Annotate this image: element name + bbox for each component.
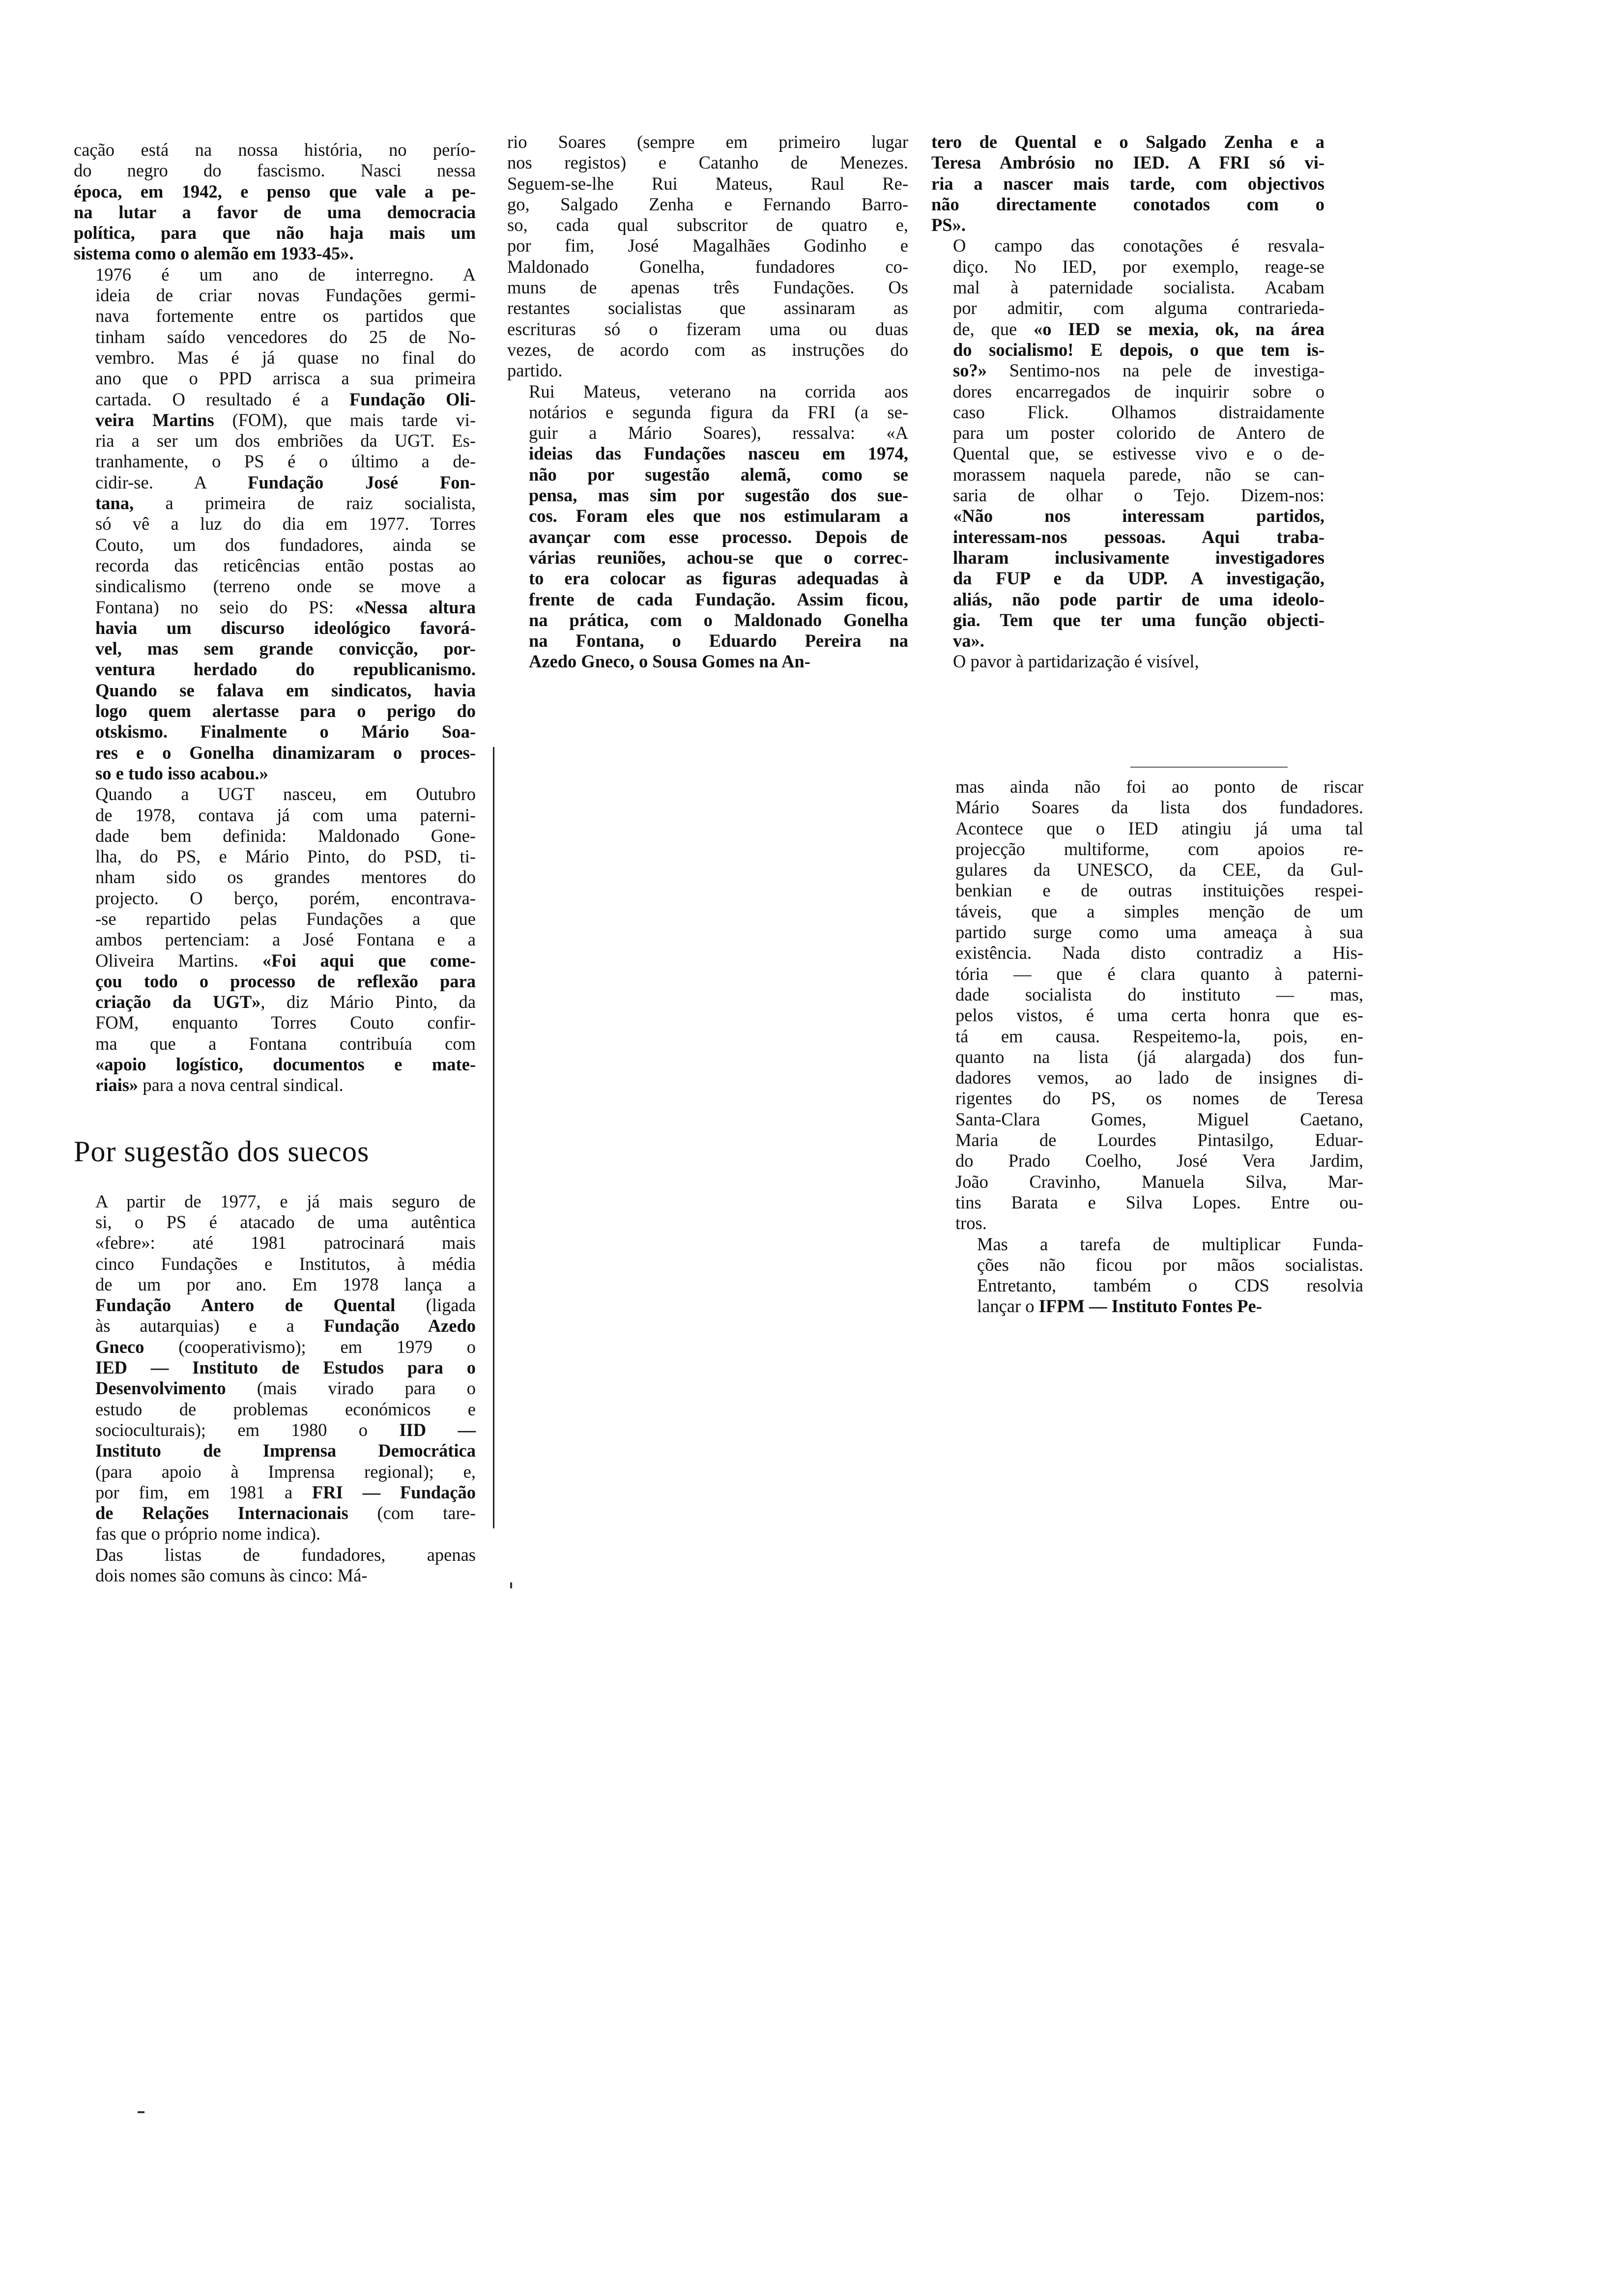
text-line: Gneco (cooperativismo); em 1979 o — [95, 1336, 476, 1357]
text-line: to era colocar as figuras adequadas à — [529, 568, 908, 589]
text-line: tinham saído vencedores do 25 de No- — [95, 326, 476, 347]
text-line: época, em 1942, e penso que vale a pe- — [74, 181, 476, 201]
text-line: recorda das reticências então postas ao — [95, 555, 476, 575]
text-line: do socialismo! E depois, o que tem is- — [953, 339, 1324, 360]
text-line: lançar o IFPM — Instituto Fontes Pe- — [977, 1296, 1262, 1317]
text-line: tins Barata e Silva Lopes. Entre ou- — [955, 1192, 1363, 1212]
text-line: por admitir, com alguma contrarieda- — [953, 298, 1324, 318]
text-line: na prática, com o Maldonado Gonelha — [529, 609, 908, 630]
text-line: PS». — [931, 215, 966, 235]
text-line: socioculturais); em 1980 o IID — — [95, 1419, 476, 1440]
text-line: Fontana) no seio do PS: «Nessa altura — [95, 597, 476, 617]
text-line: «apoio logístico, documentos e mate- — [95, 1054, 476, 1075]
text-line: na Fontana, o Eduardo Pereira na — [529, 631, 908, 651]
paragraph — [507, 381, 908, 672]
text-line: havia um discurso ideológico favorá- — [95, 617, 476, 638]
text-line: de um por ano. Em 1978 lança a — [95, 1274, 476, 1294]
text-line: FOM, enquanto Torres Couto confir- — [95, 1012, 476, 1033]
text-line: táveis, que a simples menção de um — [955, 901, 1363, 921]
text-line: lha, do PS, e Mário Pinto, do PSD, ti- — [95, 846, 476, 867]
text-line: Fundação Antero de Quental (ligada — [95, 1295, 476, 1316]
text-line: da FUP e da UDP. A investigação, — [953, 568, 1324, 589]
text-line: O campo das conotações é resvala- — [953, 235, 1324, 256]
text-line: Instituto de Imprensa Democrática — [95, 1440, 476, 1461]
text-line: dois nomes são comuns às cinco: Má- — [95, 1565, 368, 1585]
text-line: dade bem definida: Maldonado Gone- — [95, 825, 476, 846]
text-line: Desenvolvimento (mais virado para o — [95, 1378, 476, 1399]
text-line: «febre»: até 1981 patrocinará mais — [95, 1233, 476, 1253]
text-line: Seguem-se-lhe Rui Mateus, Raul Re- — [507, 173, 908, 194]
column-divider — [493, 747, 494, 1528]
scan-mark — [138, 2111, 144, 2113]
text-line: restantes socialistas que assinaram as — [507, 298, 908, 318]
text-line: de 1978, contava já com uma paterni- — [95, 804, 476, 825]
text-line: logo quem alertasse para o perigo do — [95, 701, 476, 721]
text-line: cidir-se. A Fundação José Fon- — [95, 472, 476, 492]
text-line: pensa, mas sim por sugestão dos sue- — [529, 485, 908, 506]
text-line: política, para que não haja mais um — [74, 223, 476, 243]
text-line: do Prado Coelho, José Vera Jardim, — [955, 1150, 1363, 1171]
paragraph — [931, 132, 1324, 235]
text-line: tranhamente, o PS é o último a de- — [95, 451, 476, 472]
text-line: Couto, um dos fundadores, ainda se — [95, 534, 476, 555]
text-line: gia. Tem que ter uma função objecti- — [953, 609, 1324, 630]
text-line: de, que «o IED se mexia, ok, na área — [953, 318, 1324, 339]
text-line: çou todo o processo de reflexão para — [95, 971, 476, 991]
paragraph — [507, 132, 908, 381]
text-line: partido surge como uma ameaça à sua — [955, 922, 1363, 943]
text-line: na lutar a favor de uma democracia — [74, 201, 476, 222]
text-line: mal à paternidade socialista. Acabam — [953, 277, 1324, 298]
text-line: vembro. Mas é já quase no final do — [95, 347, 476, 368]
scan-mark — [510, 1582, 512, 1588]
text-line: frente de cada Fundação. Assim ficou, — [529, 589, 908, 609]
text-line: guir a Mário Soares), ressalva: «A — [529, 423, 908, 443]
text-line: tero de Quental e o Salgado Zenha e a — [931, 132, 1324, 152]
text-line: Maldonado Gonelha, fundadores co- — [507, 256, 908, 277]
text-line: so e tudo isso acabou.» — [95, 763, 268, 783]
text-line: morassem naquela parede, não se can- — [953, 464, 1324, 485]
article-column-4 — [955, 776, 1363, 1317]
text-line: ambos pertenciam: a José Fontana e a — [95, 929, 476, 950]
paragraph — [931, 651, 1324, 672]
text-line: ria a ser um dos embriões da UGT. Es- — [95, 430, 476, 451]
text-line: caso Flick. Olhamos distraidamente — [953, 402, 1324, 422]
text-line: tá em causa. Respeitemo-la, pois, en- — [955, 1026, 1363, 1046]
article-column-1 — [74, 140, 476, 1586]
text-line: sistema como o alemão em 1933-45». — [74, 243, 354, 264]
text-line: quanto na lista (já alargada) dos fun- — [955, 1046, 1363, 1067]
text-line: João Cravinho, Manuela Silva, Mar- — [955, 1171, 1363, 1192]
article-column-2 — [507, 132, 908, 672]
text-line: Santa-Clara Gomes, Miguel Caetano, — [955, 1109, 1363, 1129]
text-line: por fim, em 1981 a FRI — Fundação — [95, 1482, 476, 1502]
text-line: vel, mas sem grande convicção, por- — [95, 638, 476, 659]
text-line: O pavor à partidarização é visível, — [953, 651, 1199, 672]
text-line: ria a nascer mais tarde, com objectivos — [931, 173, 1324, 194]
text-line: sindicalismo (terreno onde se move a — [95, 576, 476, 597]
text-line: por fim, José Magalhães Godinho e — [507, 235, 908, 256]
text-line: ideias das Fundações nasceu em 1974, — [529, 443, 908, 464]
text-line: muns de apenas três Fundações. Os — [507, 277, 908, 298]
text-line: tória — que é clara quanto à paterni- — [955, 963, 1363, 984]
text-line: Quando se falava em sindicatos, havia — [95, 680, 476, 700]
text-line: ventura herdado do republicanismo. — [95, 659, 476, 680]
text-line: ideia de criar novas Fundações germi- — [95, 285, 476, 306]
text-line: não por sugestão alemã, como se — [529, 464, 908, 485]
paragraph — [74, 1191, 476, 1545]
text-line: projecção multiforme, com apoios re- — [955, 838, 1363, 859]
text-line: partido. — [507, 360, 563, 381]
text-line: Teresa Ambrósio no IED. A FRI só vi- — [931, 152, 1324, 173]
text-line: tana, a primeira de raiz socialista, — [95, 493, 476, 514]
text-line: ções não ficou por mãos socialistas. — [977, 1254, 1363, 1275]
text-line: não directamente conotados com o — [931, 194, 1324, 214]
section-heading: Por sugestão dos suecos — [74, 1135, 370, 1168]
text-line: Azedo Gneco, o Sousa Gomes na An- — [529, 651, 810, 672]
text-line: veira Martins (FOM), que mais tarde vi- — [95, 409, 476, 430]
text-line: para um poster colorido de Antero de — [953, 423, 1324, 443]
text-line: dadores vemos, ao lado de insignes di- — [955, 1067, 1363, 1088]
text-line: Maria de Lourdes Pintasilgo, Eduar- — [955, 1130, 1363, 1150]
text-line: às autarquias) e a Fundação Azedo — [95, 1316, 476, 1336]
text-line: lharam inclusivamente investigadores — [953, 547, 1324, 568]
text-line: só vê a luz do dia em 1977. Torres — [95, 514, 476, 534]
paragraph — [955, 1234, 1363, 1317]
text-line: Rui Mateus, veterano na corrida aos — [529, 381, 908, 402]
paragraph — [931, 235, 1324, 651]
text-line: Quental que, se estivesse vivo e o de- — [953, 443, 1324, 464]
text-line: cação está na nossa história, no perío- — [74, 140, 476, 160]
text-line: projecto. O berço, porém, encontrava- — [95, 888, 476, 908]
text-line: várias reuniões, achou-se que o correc- — [529, 547, 908, 568]
text-line: res e o Gonelha dinamizaram o proces- — [95, 742, 476, 763]
text-line: A partir de 1977, e já mais seguro de — [95, 1191, 476, 1211]
text-line: cos. Foram eles que nos estimularam a — [529, 506, 908, 526]
separator-line — [1130, 767, 1288, 768]
text-line: «Não nos interessam partidos, — [953, 506, 1324, 526]
paragraph — [955, 776, 1363, 1234]
text-line: 1976 é um ano de interregno. A — [95, 264, 476, 285]
text-line: escrituras só o fizeram uma ou duas — [507, 318, 908, 339]
text-line: diço. No IED, por exemplo, reage-se — [953, 256, 1324, 277]
paragraph — [74, 140, 476, 264]
text-line: saria de olhar o Tejo. Dizem-nos: — [953, 485, 1324, 506]
text-line: Mário Soares da lista dos fundadores. — [955, 797, 1363, 818]
text-line: avançar com esse processo. Depois de — [529, 526, 908, 547]
text-line: aliás, não pode partir de uma ideolo- — [953, 589, 1324, 609]
text-line: riais» para a nova central sindical. — [95, 1075, 344, 1095]
text-line: va». — [953, 631, 984, 651]
text-line: cartada. O resultado é a Fundação Oli- — [95, 389, 476, 409]
text-line: Oliveira Martins. «Foi aqui que come- — [95, 950, 476, 971]
text-line: ma que a Fontana contribuía com — [95, 1033, 476, 1054]
text-line: tros. — [955, 1213, 987, 1234]
text-line: do negro do fascismo. Nasci nessa — [74, 160, 476, 181]
text-line: de Relações Internacionais (com tare- — [95, 1503, 476, 1523]
text-line: (para apoio à Imprensa regional); e, — [95, 1461, 476, 1482]
text-line: so, cada qual subscritor de quatro e, — [507, 215, 908, 235]
text-line: nos registos) e Catanho de Menezes. — [507, 152, 908, 173]
text-line: ano que o PPD arrisca a sua primeira — [95, 368, 476, 389]
text-line: criação da UGT», diz Mário Pinto, da — [95, 992, 476, 1012]
text-line: Mas a tarefa de multiplicar Funda- — [977, 1234, 1363, 1254]
text-line: so?» Sentimo-nos na pele de investiga- — [953, 360, 1324, 381]
text-line: pelos vistos, é uma certa honra que es- — [955, 1005, 1363, 1026]
text-line: interessam-nos pessoas. Aqui traba- — [953, 526, 1324, 547]
paragraph — [74, 1545, 476, 1586]
text-line: Quando a UGT nasceu, em Outubro — [95, 784, 476, 804]
text-line: dade socialista do instituto — mas, — [955, 984, 1363, 1004]
text-line: fas que o próprio nome indica). — [95, 1523, 321, 1544]
text-line: Acontece que o IED atingiu já uma tal — [955, 818, 1363, 838]
text-line: Entretanto, também o CDS resolvia — [977, 1275, 1363, 1296]
text-line: rigentes do PS, os nomes de Teresa — [955, 1088, 1363, 1109]
text-line: existência. Nada disto contradiz a His- — [955, 943, 1363, 963]
text-line: nham sido os grandes mentores do — [95, 867, 476, 888]
text-line: mas ainda não foi ao ponto de riscar — [955, 776, 1363, 797]
paragraph — [74, 264, 476, 784]
text-line: otskismo. Finalmente o Mário Soa- — [95, 721, 476, 742]
text-line: dores encarregados de inquirir sobre o — [953, 381, 1324, 402]
text-line: estudo de problemas económicos e — [95, 1399, 476, 1419]
text-line: nava fortemente entre os partidos que — [95, 306, 476, 326]
text-line: vezes, de acordo com as instruções do — [507, 339, 908, 360]
text-line: IED — Instituto de Estudos para o — [95, 1357, 476, 1378]
article-column-3 — [931, 132, 1324, 672]
text-line: -se repartido pelas Fundações a que — [95, 908, 476, 929]
text-line: gulares da UNESCO, da CEE, da Gul- — [955, 860, 1363, 880]
paragraph — [74, 784, 476, 1095]
text-line: si, o PS é atacado de uma autêntica — [95, 1211, 476, 1232]
text-line: benkian e de outras instituições respei- — [955, 880, 1363, 901]
text-line: notários e segunda figura da FRI (a se- — [529, 402, 908, 422]
text-line: go, Salgado Zenha e Fernando Barro- — [507, 194, 908, 214]
text-line: rio Soares (sempre em primeiro lugar — [507, 132, 908, 152]
text-line: cinco Fundações e Institutos, à média — [95, 1253, 476, 1274]
text-line: Das listas de fundadores, apenas — [95, 1544, 476, 1565]
